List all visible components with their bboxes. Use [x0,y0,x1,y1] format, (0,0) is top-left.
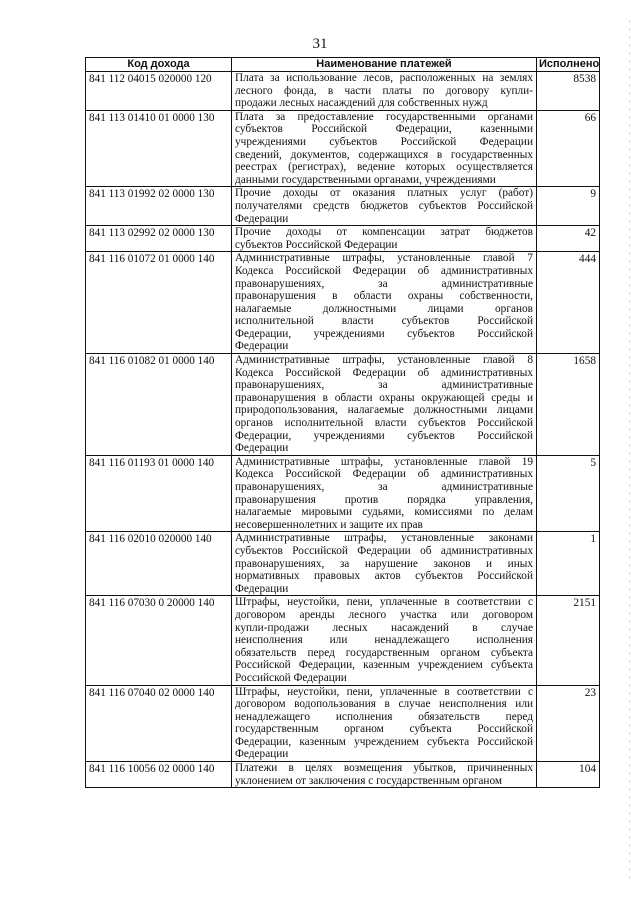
income-code: 841 116 07030 0 20000 140 [86,596,232,685]
payment-name-line: лесного фонда, в части платы по договору купли- [235,84,533,97]
payment-name-line: Федерации, учреждениями субъектов Российской [235,327,533,340]
income-code: 841 116 01193 01 0000 140 [86,455,232,532]
income-code: 841 116 01082 01 0000 140 [86,354,232,456]
table-row [86,187,600,226]
header-amount: Исполнено [537,58,600,72]
income-code: 841 116 02010 020000 140 [86,532,232,596]
payment-name-line: налагаемые должностными лицами органов [235,302,533,315]
payment-name [232,72,537,111]
payment-name-line: Федерации [235,340,289,353]
payment-name-line: нормативных правовых актов субъектов Российской [235,570,533,583]
payment-name-line: Кодекса Российской Федерации об административных [235,468,533,481]
payment-name-line: реестрах (регистрах), ведение которых осуществляется [235,161,533,174]
executed-amount: 1 [537,532,600,596]
payment-name-line: правонарушениях, за административные [235,277,533,290]
payment-name-line: правонарушениях, за административные [235,379,533,392]
payment-name-line: договором водопользования в случае неисполнения или [235,698,533,711]
payment-name [232,110,537,187]
scan-edge-artifact [629,20,630,880]
payment-name-line: Административные штрафы, установленные законами [235,532,533,545]
payment-name-line: Кодекса Российской Федерации об административных [235,264,533,277]
payment-name-line: правонарушениях, за нарушение законов и иных [235,557,533,570]
payment-name-line: субъектов Российской Федерации об административных [235,544,533,557]
executed-amount: 42 [537,226,600,252]
table-row [86,354,600,456]
payment-name-line: договором аренды лесного участка или договором [235,608,533,621]
payment-name-line: Административные штрафы, установленные главой 8 [235,354,533,367]
payment-name-line: сведений, документов, содержащихся в государственных [235,148,533,161]
payment-name-line: неисполнения или ненадлежащего исполнения [235,634,533,647]
table-row [86,596,600,685]
table-row [86,532,600,596]
executed-amount: 2151 [537,596,600,685]
payment-name [232,762,537,788]
income-code: 841 112 04015 020000 120 [86,72,232,111]
payment-name-line: органов исполнительной власти субъектов Российской [235,417,533,430]
payment-name-line: государственным органом субъекта Российской [235,723,533,736]
payment-name-line: правонарушения против порядка управления, [235,493,533,506]
page-number: 31 [312,36,328,52]
payment-name-line: Штрафы, неустойки, пени, уплаченные в соответствии с [235,685,533,698]
payment-name-line: природопользования, налагаемые должностными лицами [235,404,533,417]
table-row [86,762,600,788]
payment-name-line: учреждениями субъектов Российской Федерации [235,135,533,148]
table-row [86,72,600,111]
payment-name-line: купли-продажи лесных насаждений в случае [235,621,533,634]
payment-name-line: данными государственными органами, учреждениями [235,173,496,186]
table-header-row [86,58,600,72]
income-code: 841 113 01410 01 0000 130 [86,110,232,187]
payment-name [232,226,537,252]
executed-amount: 1658 [537,354,600,456]
payment-name-line: Федерации [235,582,289,595]
executed-amount: 444 [537,252,600,354]
table-row [86,252,600,354]
payment-name-line: Прочие доходы от оказания платных услуг (работ) [235,187,533,200]
payment-name-line: продажи лесных насаждений для собственных нужд [235,97,488,110]
income-code: 841 116 07040 02 0000 140 [86,685,232,762]
income-code: 841 113 01992 02 0000 130 [86,187,232,226]
executed-amount: 8538 [537,72,600,111]
payment-name-line: Федерации, учреждениями субъектов Российской [235,429,533,442]
executed-amount: 104 [537,762,600,788]
header-name: Наименование платежей [232,58,537,72]
executed-amount: 23 [537,685,600,762]
payment-name-line: получателями средств бюджетов субъектов Российской [235,199,533,212]
payment-name [232,532,537,596]
payment-name-line: налагаемые мировыми судьями, комиссиями по делам [235,506,533,519]
payment-name [232,252,537,354]
payment-name-line: Штрафы, неустойки, пени, уплаченные в соответствии с [235,596,533,609]
payment-name-line: исполнительной власти субъектов Российской [235,315,533,328]
payment-name-line: Федерации [235,212,289,225]
payment-name-line: Российской Федерации, казенным учреждением субъекта [235,659,533,672]
header-code: Код дохода [86,58,232,72]
payment-name [232,685,537,762]
payment-name-line: Плата за использование лесов, расположенных на землях [235,72,533,84]
revenue-table [85,57,600,788]
payment-name [232,187,537,226]
payment-name-line: Федерации [235,748,289,761]
payment-name-line: Российской Федерации [235,671,347,684]
payment-name-line: уклонением от заключения с государственным органом [235,774,503,787]
table-row [86,110,600,187]
payment-name-line: Федерации, казенным учреждением субъекта Российской [235,735,533,748]
payment-name-line: ненадлежащего исполнения обязательств перед [235,710,533,723]
table-row [86,455,600,532]
payment-name-line: несовершеннолетних и защите их прав [235,518,423,531]
payment-name [232,354,537,456]
table-row [86,685,600,762]
payment-name-line: Платежи в целях возмещения убытков, причиненных [235,762,533,775]
income-code: 841 116 01072 01 0000 140 [86,252,232,354]
payment-name [232,596,537,685]
payment-name-line: правонарушения в области охраны собственности, [235,290,533,303]
payment-name-line: обязательств перед государственным органом субъекта [235,646,533,659]
payment-name-line: правонарушениях, за административные [235,481,533,493]
income-code: 841 116 10056 02 0000 140 [86,762,232,788]
payment-name-line: субъектов Российской Федерации, казенными [235,123,533,136]
payment-name-line: субъектов Российской Федерации [235,238,398,251]
payment-name-line: Плата за предоставление государственными органами [235,110,533,123]
payment-name-line: Административные штрафы, установленные главой 19 [235,455,533,468]
payment-name-line: Административные штрафы, установленные главой 7 [235,252,533,265]
payment-name-line: правонарушения в области охраны окружающей среды и [235,391,533,404]
executed-amount: 66 [537,110,600,187]
table-row [86,226,600,252]
payment-name-line: Прочие доходы от компенсации затрат бюджетов [235,226,533,239]
executed-amount: 9 [537,187,600,226]
payment-name-line: Кодекса Российской Федерации об административных [235,366,533,379]
payment-name [232,455,537,532]
table-body [86,72,600,788]
income-code: 841 113 02992 02 0000 130 [86,226,232,252]
payment-name-line: Федерации [235,442,289,455]
executed-amount: 5 [537,455,600,532]
